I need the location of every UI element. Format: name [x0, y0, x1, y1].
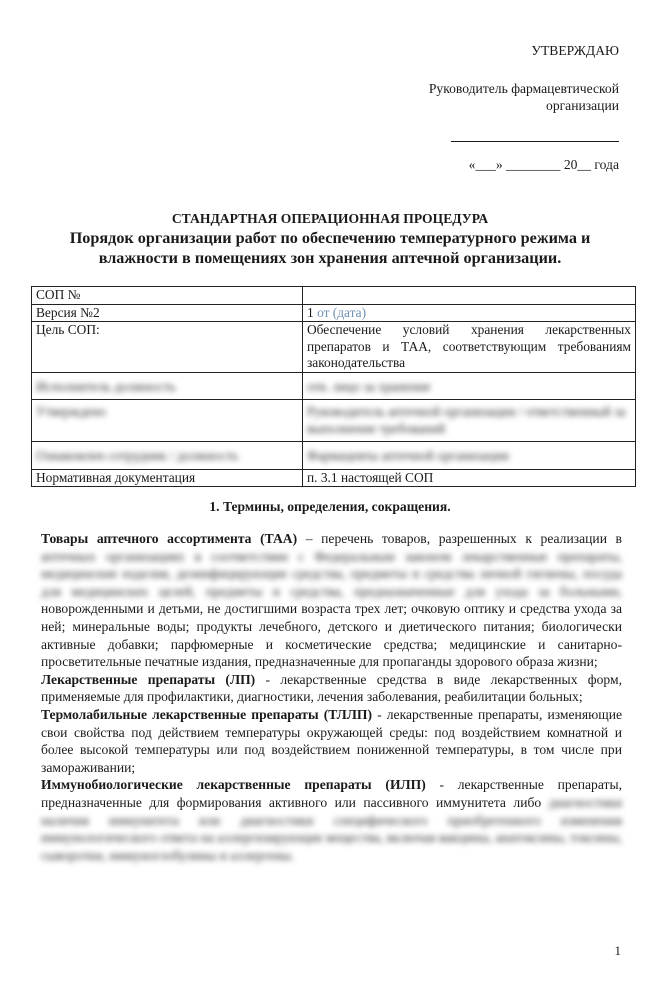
- version-number: 1: [307, 304, 314, 320]
- docs-label: Нормативная документация: [32, 469, 303, 487]
- sop-info-table: [31, 286, 636, 487]
- approval-block: [379, 42, 619, 173]
- document-title: [30, 210, 630, 268]
- blurred-text: аптечных организациях в соответствии с Федеральным законом лекарственные препараты, медицинские изделия, дезинфицирующие средства, предметы и средства личной гигиены, посуда для медицинских целей, предметы и средства, предназначенные для ухода за больными,: [41, 548, 622, 599]
- blurred-cell: Исполнитель должность: [36, 378, 176, 394]
- table-row: [32, 400, 636, 442]
- sop-number-value: [303, 287, 636, 305]
- table-row: [32, 322, 636, 373]
- approval-date: «___» ________ 20__ года: [468, 156, 619, 172]
- version-label: Версия №2: [32, 304, 303, 322]
- blurred-cell: Фармацевты аптечной организации: [307, 448, 510, 463]
- sop-number-label: СОП №: [32, 287, 303, 305]
- term-ilp: Иммунобиологические лекарственные препараты (ИЛП): [41, 777, 426, 793]
- blurred-cell: Утверждено: [36, 404, 107, 419]
- def-ilp: - лекарственные препараты, предназначенные для формирования активного или пассивного иммунитета либо: [41, 777, 622, 810]
- version-value: [303, 304, 636, 322]
- term-lp: Лекарственные препараты (ЛП): [41, 671, 256, 687]
- table-row: [32, 287, 636, 305]
- term-tllp: Термолабильные лекарственные препараты (ТЛЛП): [41, 706, 372, 722]
- table-row: [32, 372, 636, 400]
- table-row: [32, 304, 636, 322]
- blurred-cell: отв. лицо за хранение: [307, 378, 431, 394]
- definition-ilp: [41, 776, 622, 864]
- signature-line: [451, 141, 619, 142]
- def-taa-start: – перечень товаров, разрешенных к реализации в: [297, 531, 622, 546]
- blurred-text: диагностики наличия иммунитета или диагностики специфического приобретенного изменения иммунологического ответа на аллергизирующие вещества, включая вакцины, анатоксины, токсины, сыворотки, иммуноглобулины и аллергены.: [41, 794, 622, 863]
- goal-value: Обеспечение условий хранения лекарственных препаратов и ТАА, соответствующим требованиям законодательства: [303, 322, 636, 373]
- blurred-cell: Ознакомлен сотрудник / должность: [36, 448, 239, 463]
- sop-title-line1: Порядок организации работ по обеспечению температурного режима и: [69, 228, 591, 247]
- page-number: 1: [614, 943, 621, 958]
- table-row: [32, 442, 636, 470]
- version-date: от (дата): [317, 304, 367, 320]
- section-body: [41, 530, 622, 864]
- table-row: [32, 469, 636, 487]
- definition-lp: [41, 671, 622, 706]
- docs-value: п. 3.1 настоящей СОП: [303, 469, 636, 487]
- def-tllp: - лекарственные препараты, изменяющие свои свойства под действием температуры окружающей среды: под воздействием комнатной и более высокой температуры или под воздействием пониженной температуры, в том числе при замораживании;: [41, 706, 622, 775]
- def-taa-rest: новорожденными и детьми, не достигшими возраста трех лет; очковую оптику и средства ухода за ней; минеральные воды; продукты лечебного, детского и диетического питания; биологически активные добавки; парфюмерные и косметические средства; медицинские и санитарно-просветительные печатные издания, предназначенные для пропаганды здорового образа жизни;: [41, 601, 622, 670]
- sop-kind-heading: СТАНДАРТНАЯ ОПЕРАЦИОННАЯ ПРОЦЕДУРА: [171, 211, 489, 226]
- approval-position-line1: Руководитель фармацевтической: [428, 80, 619, 96]
- definition-taa: [41, 530, 622, 671]
- goal-label: Цель СОП:: [32, 322, 303, 373]
- def-lp: - лекарственные средства в виде лекарственных форм, применяемые для профилактики, диагностики, лечения заболевания, реабилитации больных;: [41, 671, 622, 705]
- approval-heading: УТВЕРЖДАЮ: [531, 43, 619, 58]
- approval-position-line2: организации: [546, 98, 619, 114]
- blurred-cell: Руководитель аптечной организации / ответственный за выполнение требований: [307, 404, 626, 436]
- section-heading: 1. Термины, определения, сокращения.: [209, 499, 451, 514]
- definition-tllp: [41, 706, 622, 776]
- sop-title-line2: влажности в помещениях зон хранения аптечной организации.: [98, 248, 562, 267]
- term-taa: Товары аптечного ассортимента (ТАА): [41, 531, 298, 546]
